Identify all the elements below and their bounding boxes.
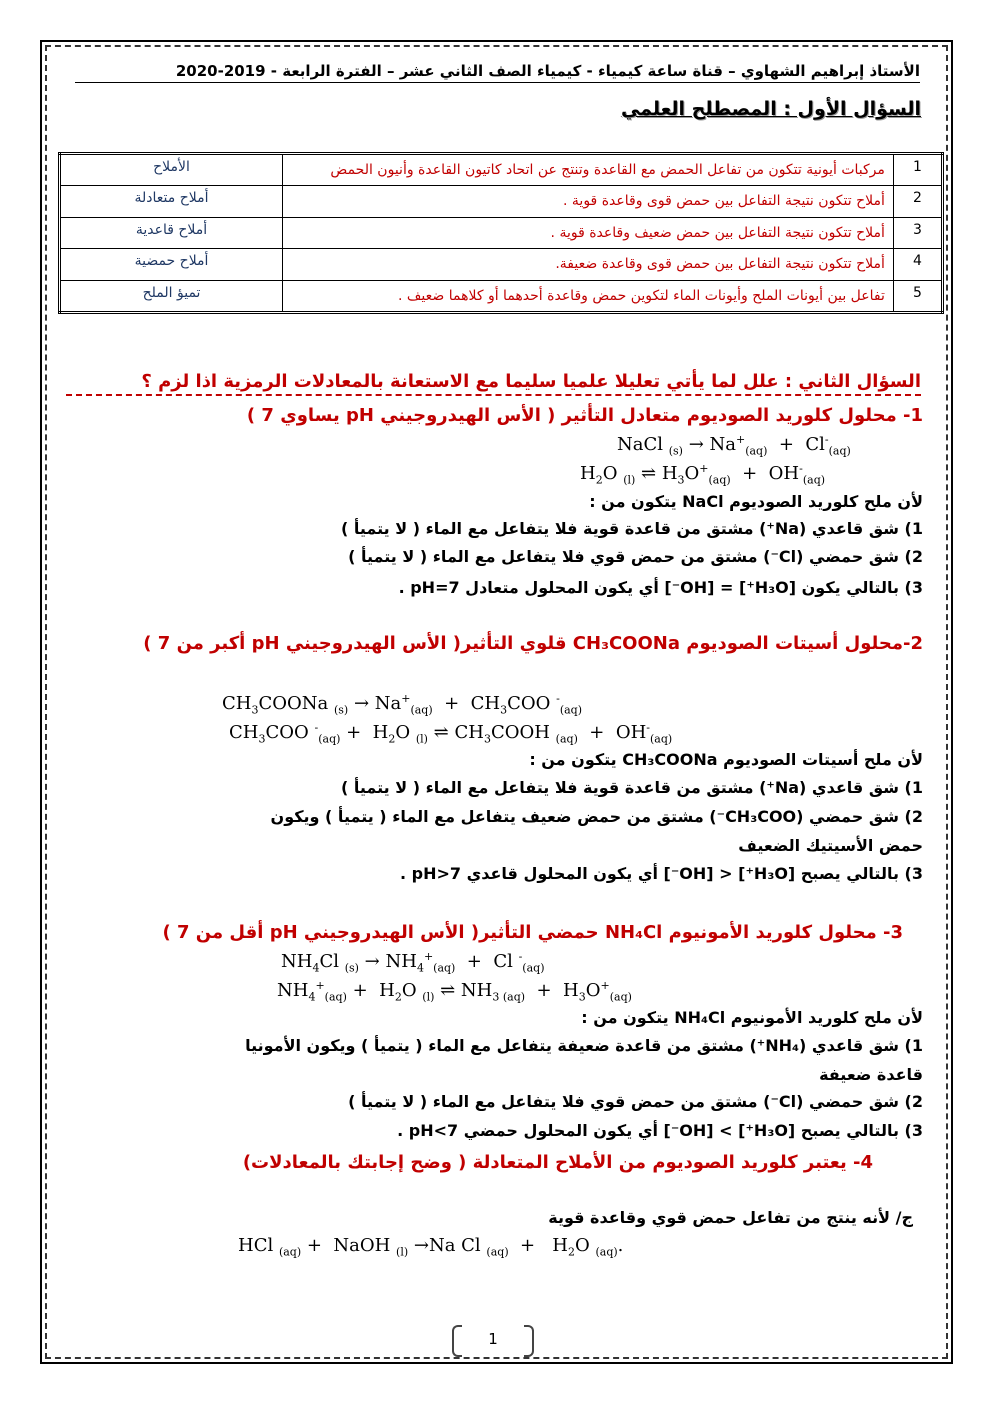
equation-neutralization: HCl $_{(aq)}$ + NaOH $_{(l)}$ →Na Cl $_{(aq)} + H_2O$ $_{(aq)}$. [238,1235,624,1259]
section-1-point-2: 2) شق حمضي (Cl⁻) مشتق من حمض قوي فلا يتفاعل مع الماء ( لا يتميأ ) [348,547,923,566]
equation-ammonium-hydrolysis: $NH_4^+_{(aq)} + H_2O$ $_{(l)}$ ⇌ $NH_{3 (aq)} + H_3O^+_{(aq)}$ [277,979,632,1004]
section-1-point-3: 3) بالتالي يكون [H₃O⁺] = [OH⁻] أي يكون المحلول متعادل pH=7 . [398,578,923,597]
page-number [452,1322,534,1356]
definition: تفاعل بين أيونات الملح وأيونات الماء لتكوين حمض وقاعدة أحدهما أو كلاهما ضعيف . [283,280,894,312]
terms-table [58,152,944,314]
section-1-point-1: 1) شق قاعدي (Na⁺) مشتق من قاعدة قوية فلا يتفاعل مع الماء ( لا يتميأ ) [341,519,923,538]
definition: أملاح تتكون نتيجة التفاعل بين حمض قوى وقاعدة قوية . [283,186,894,217]
table-row [60,249,943,280]
equation-acetate-hydrolysis: $CH_3COO$ $^-_{(aq)} + H_2O$ $_{(l)}$ ⇌ $CH_3COOH$ $_{(aq)} + OH^-_{(aq)}$ [229,721,673,746]
term: أملاح حمضية [60,249,283,280]
row-number: 3 [893,217,942,248]
definition: أملاح تتكون نتيجة التفاعل بين حمض ضعيف وقاعدة قوية . [283,217,894,248]
row-number: 1 [893,154,942,186]
section-2-heading: 2-محلول أسيتات الصوديوم CH₃COONa قلوي التأثير( الأس الهيدروجيني pH أكبر من 7 ) [143,633,923,654]
definition: أملاح تتكون نتيجة التفاعل بين حمض قوى وقاعدة ضعيفة. [283,249,894,280]
table-row [60,186,943,217]
table-row [60,280,943,312]
section-3-point-3: 3) بالتالي يصبح [H₃O⁺] > [OH⁻] أي يكون المحلول حمضي pH<7 . [397,1121,923,1140]
row-number: 4 [893,249,942,280]
term: أملاح قاعدية [60,217,283,248]
page-header: الأستاذ إبراهيم الشهاوي – قناة ساعة كيمياء - كيمياء الصف الثاني عشر – الفترة الرابعة - 2019-2020 [75,62,920,83]
section-3-intro: لأن ملح كلوريد الأمونيوم NH₄Cl يتكون من : [581,1008,923,1027]
term: الأملاح [60,154,283,186]
section-2-point-3: 3) بالتالي يصبح [H₃O⁺] < [OH⁻] أي يكون المحلول قاعدي pH>7 . [399,864,923,883]
section-3-heading: 3- محلول كلوريد الأمونيوم NH₄Cl حمضي التأثير( الأس الهيدروجيني pH أقل من 7 ) [162,922,903,943]
question-2-title: السؤال الثاني : علل لما يأتي تعليلا علميا سليما مع الاستعانة بالمعادلات الرمزية اذا لزم ؟ [66,371,921,396]
equation-nacl-dissociation: NaCl $_{(s)} \to Na^+_{(aq)} + Cl^-_{(aq)}$ [617,433,851,458]
equation-water-ionization: $H_2O$ $_{(l)}$ ⇌ $H_3O^+_{(aq)} + OH^-_{(aq)}$ [580,462,826,487]
section-2-intro: لأن ملح أسيتات الصوديوم CH₃COONa يتكون من : [529,750,923,769]
equation-ammonium-dissociation: $NH_4Cl$ $_{(s)} \to NH_4^+_{(aq)} + Cl$ -$_{(aq)}$ [281,950,545,975]
section-3-point-1: 1) شق قاعدي (NH₄⁺) مشتق من قاعدة ضعيفة يتفاعل مع الماء ( يتميأ ) ويكون الأمونيا [245,1036,923,1055]
row-number: 5 [893,280,942,312]
equation-acetate-dissociation: $CH_3COONa$ $_{(s)} \to Na^+_{(aq)} + CH_3COO$ -$_{(aq)}$ [222,692,583,717]
section-4-heading: 4- يعتبر كلوريد الصوديوم من الأملاح المتعادلة ( وضح إجابتك بالمعادلات) [242,1152,873,1173]
row-number: 2 [893,186,942,217]
section-2-point-2-cont: حمض الأسيتيك الضعيف [738,836,923,855]
table-row [60,217,943,248]
section-1-heading: 1- محلول كلوريد الصوديوم متعادل التأثير ( الأس الهيدروجيني pH يساوي 7 ) [246,405,923,426]
section-1-intro: لأن ملح كلوريد الصوديوم NaCl يتكون من : [589,492,923,511]
section-3-point-1-cont: قاعدة ضعيفة [819,1065,923,1084]
term: تميؤ الملح [60,280,283,312]
term: أملاح متعادلة [60,186,283,217]
section-4-answer: ج/ لأنه ينتج من تفاعل حمض قوي وقاعدة قوية [548,1208,913,1227]
section-2-point-1: 1) شق قاعدي (Na⁺) مشتق من قاعدة قوية فلا يتفاعل مع الماء ( لا يتميأ ) [341,778,923,797]
page-number-text: 1 [488,1330,498,1348]
section-2-point-2: 2) شق حمضي (CH₃COO⁻) مشتق من حمض ضعيف يتفاعل مع الماء ( يتميأ ) ويكون [270,807,923,826]
definition: مركبات أيونية تتكون من تفاعل الحمض مع القاعدة وتنتج عن اتحاد كاتيون القاعدة وأنيون الحمض [283,154,894,186]
table-row [60,154,943,186]
question-1-title: السؤال الأول : المصطلح العلمي [620,98,921,120]
section-3-point-2: 2) شق حمضي (Cl⁻) مشتق من حمض قوي فلا يتفاعل مع الماء ( لا يتميأ ) [348,1092,923,1111]
